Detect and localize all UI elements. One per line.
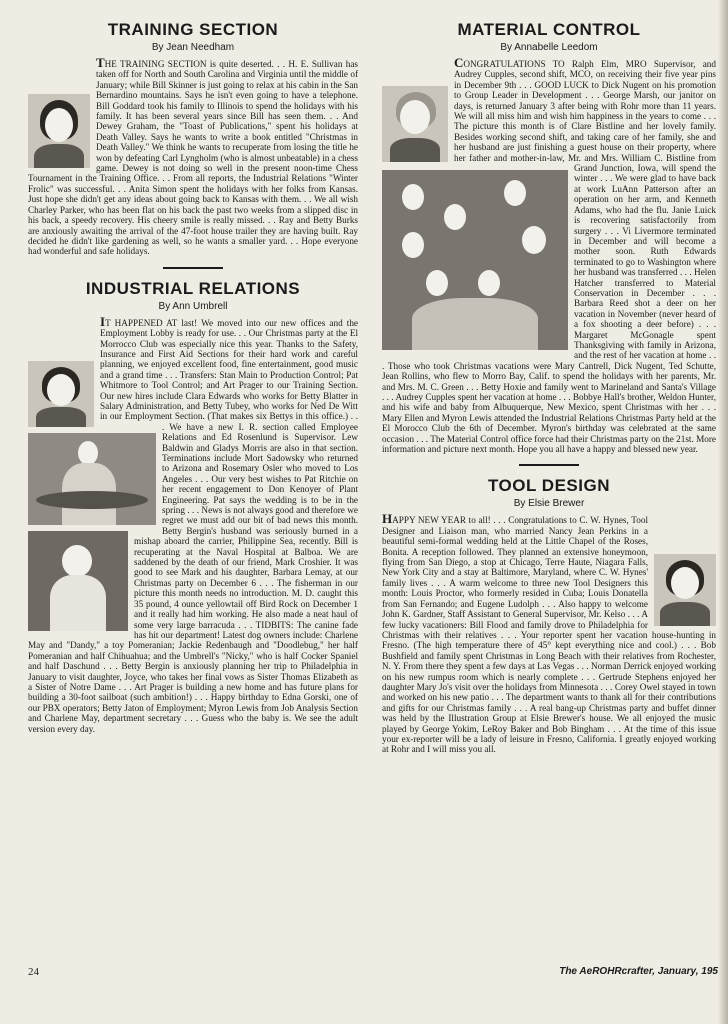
fisherman-photo	[28, 433, 156, 525]
industrial-relations-body	[28, 313, 358, 734]
bistline-family-photo	[382, 170, 568, 350]
jean-needham-photo	[28, 94, 90, 168]
training-section-body	[28, 55, 358, 257]
tool-design-title: TOOL DESIGN	[487, 476, 610, 496]
section-divider	[163, 267, 223, 269]
training-section-byline: By Jean Needham	[151, 42, 235, 53]
tool-text: APPY NEW YEAR to all! . . . Congratulations to C. W. Hynes, Tool Designer and Liaison man, who married Nancy Jean Perkins in a beautiful semi-formal wedding held at the Little Chapel of the Roses, Bonita. A reception followed. They planned an extensive honeymoon, flying from San Diego, a stop at Chicago, Terre Haute, Niagara Falls, New York City and a stay at Baltimore, Maryland, where C. W. Hynes' family lives . . . A warm welcome to three new Tool Designers this month: Louis Proctor, who formerly resided in Cuba; Louis Donatella from San Fernando; and Eugene Ludolph . . . Also happy to welcome John K. Gardner, Staff Assistant to General Supervisor, Mr. Kelso . . . A few lucky vacationers: Bill Flood and family drove to Philadelphia for Christmas with their relatives . . . Your reporter spent her vacation house-hunting in Fresno. (The high temperature there of 45° kept everything nice and cool.) . . . Bob Bushfield and family spent Christmas in Long Beach with their relatives from Rochester, N. Y. From there they spent a few days at Las Vegas . . . Norman Derrick enjoyed working on his new rumpus room which is nearly complete . . . Gertrude Stephens enjoyed her daughter Mary Jo's visit over the holidays from Minnesota . . . Corey Owel stayed in town and worked on his new patio . . . The department wants to thank all for their contributions and gifts for our Christmas family . . . A real bang-up Christmas party and buffet dinner was held by the Illustration Group at Elsie Brewer's house. We all enjoyed the music played by George Yokim, LeRoy Baker and Bob Bingham . . . At the time of this issue your ex-reporter will be a lady of leisure in Fresno, California. I greatly enjoyed working at Rohr and I will miss you all.	[382, 515, 716, 755]
elsie-brewer-photo	[654, 554, 716, 626]
material-control-title: MATERIAL CONTROL	[457, 20, 641, 39]
tool-design-byline: By Elsie Brewer	[513, 498, 585, 510]
annabelle-leedom-photo	[382, 86, 448, 162]
industrial-relations-byline: By Ann Umbrell	[158, 300, 228, 312]
training-text: HE TRAINING SECTION is quite deserted. . . H. E. Sullivan has taken off for North and South Carolina and Virginia until the middle of January; while Bill Skinner is just going to relax at his cabin in the San Bernardino mountains. Says he isn't even going to have a telephone. Bill Goddard took his family to Illinois to spend the holidays with his family. It has been several years since Bill has seen them. . . And Dewey Graham, the "Toast of Publications," spent his holidays at Death Valley. Says he wants to write a book entitled "Christmas in Death Valley." We think he wants to recuperate from losing the title he won by defeating Carl Lyngholm (who is almost unbeatable) in a chess game. Dewey is not doing so well in the present noon-time Chess Tournament in the Training Office. . . From all reports, the Industrial Relations "Winter Frolic" was successful. . . Anita Simon spent the holidays with her folks from Kansas. Just hope she didn't get any ideas about going back to Kansas with them. . . We all wish Charley Parker, who has been flat on his back the past two weeks from a slipped disc in his back, a speedy recovery. His cheery smile is really missed. . . Ray and Betty Burks are anxiously awaiting the arrival of the 47-foot house trailer they are having built. Ray decided he didn't like gardening as well, so he wants a smaller yard. . . Hope everyone had wonderful and safe holidays.	[28, 59, 358, 257]
page-edge-shadow	[718, 0, 728, 1024]
training-dropcap: T	[96, 55, 105, 70]
right-column	[382, 20, 716, 755]
material-dropcap: C	[454, 55, 464, 70]
left-column	[28, 20, 358, 734]
tool-dropcap: H	[382, 511, 393, 527]
material-control-article	[382, 20, 716, 454]
baby-photo	[28, 531, 128, 631]
tool-design-article	[382, 476, 716, 754]
magazine-footer: The AeROHRcrafter, January, 195	[559, 966, 718, 977]
material-text: ONGRATULATIONS TO Ralph Elm, MRO Supervisor, and Audrey Cupples, second shift, MCO, on receiving their five year pins in December 9th . . . GOOD LUCK to Dick Nugent on his promotion to Group Leader in Development . . . George Marsh, our janitor on days, is returned January 3 after being with Rohr more than 11 years. We will all miss him and wish him happiness in the years to come . . . The picture this month is of Clare Bistline and her lovely family. Besides working second shift, and taking care of her family, she and her husband are just finishing a guest house on their property, where her father and mother-in-law, Mr. and Mrs. William C. Bistline from Grand Junction, Iowa, will spend the winter . . . We were glad to have back at work LuAnn Patterson after an operation on her arm, and Kenneth Adams, who had the flu. Janie Luick is recovering satisfactorily from surgery . . . Vi Livermore terminated in December and will become a mother soon. Ruth Edwards terminated to go to Washington where her husband was transferred . . . Helen Hatcher transferred to Material Conservation in December . . . Barbara Reed shot a deer on her vacation in November (never heard of a fox shooting a deer before) . . . Margaret McGonagle spent Thanksgiving with family in Arizona, and the rest of her vacation at home . . . Those who took Christmas vacations were Mary Cantrell, Dick Nugent, Ted Schutte, Jean Rollins, who flew to Morro Bay, Calif. to spend the holidays with her parents, Mr. and Mrs. M. C. Green . . . Betty Hoxie and family went to Marineland and Santa's Village . . . Audrey Cupples spent her vacation at home . . . Bobbye Hall's brother, Weldon Hunter, and his wife and baby from Albuquerque, New Mexico, spent Christmas with her . . . Mary Ellen and Myron Lewis attended the Industrial Relations Christmas Party held at the El Morocco Club the 6th of December. Myron's birthday was celebrated at the same occasion . . . The Material Control office force had their Christmas party on the 21st. More information and picture next month. Hope you all have a happy and blessed new year.	[382, 59, 716, 455]
section-divider	[519, 464, 579, 466]
industrial-text: T HAPPENED AT last! We moved into our new offices and the Employment Lobby is ready for use. . . Our Christmas party at the El Morrocco Club was especially nice this year. Thanks to the Safety, Insurance and First Aid Sections for their hard work and careful planning, we enjoyed excellent food, fine entertainment, good music and a grand time . . . Transfers: Stan Main to Production Control; Pat Whitmore to Tool Control; and Art Prager to our Training Section. Our new hires include Clara Edwards who works for Betty Blatter in Salary Administration, and Betty Tubey, who works for Ned De Witt in our Employment Section. (That makes six Bettys in this office.) . . . We have a new I. R. section called Employee Relations and Ed Rosenlund is Supervisor. Lew Baldwin and Gladys Morris are also in that section. Terminations include Mort Sadowsky who returned to Arizona and Rosemary Osler who moved to Los Angeles . . . Our very best wishes to Pat Ritchie on her recent engagement to Don Kenoyer of Plant Engineering. Pat says the wedding is to be in the spring . . . News is not always good and therefore we regret we must add our bit of bad news this month. Betty Bergin's husband was seriously burned in a mishap aboard the carrier, Philippine Sea, recently. Bill is recuperating at the Naval Hospital at Balboa. We are saddened by the death of our friend, Mark Croshier. It was good to see Mark and his daughter, Barbara Lemay, at our Christmas party on December 6 . . . The fisherman in our picture this month needs no introduction. M. D. caught this 35 pound, 4 ounce yellowtail off Bird Rock on December 1 and it really had him working. He also made a neat haul of some very large barracuda . . . TIDBITS: The canine fade has hit our department! Latest dog owners include: Charlene May and "Dandy," a toy Pomeranian; Jackie Redenbaugh and "Doodlebug," her half Pomeranian and half Chihuahua; and the Umbrell's "Nicky," who is half Cocker Spaniel and half Daschund . . . Betty Bergin is anxiously planning her trip to Philadelphia in January to visit daughter, Joyce, who takes her final vows as Sister Thomas Elizabeth as a Sister of Notre Dame . . . Art Prager is building a new home and has future plans for building a 30-foot sailboat (such ambition!) . . . Happy birthday to Edna Gorski, one of our PBX operators; Betty Jaton of Employment; Myron Lewis from Job Analysis Section and Charlene May, department secretary . . . Guess who the baby is. We see the adult version every day.	[28, 317, 358, 734]
industrial-relations-article	[28, 279, 358, 734]
material-control-body	[382, 55, 716, 455]
training-section-article	[28, 20, 358, 257]
training-section-title: TRAINING SECTION	[107, 20, 279, 39]
tool-design-body	[382, 511, 716, 755]
material-control-byline: By Annabelle Leedom	[500, 42, 598, 53]
page-number: 24	[28, 966, 39, 978]
industrial-relations-title: INDUSTRIAL RELATIONS	[85, 278, 301, 298]
ann-umbrell-photo	[28, 361, 94, 427]
industrial-dropcap: I	[100, 313, 106, 329]
